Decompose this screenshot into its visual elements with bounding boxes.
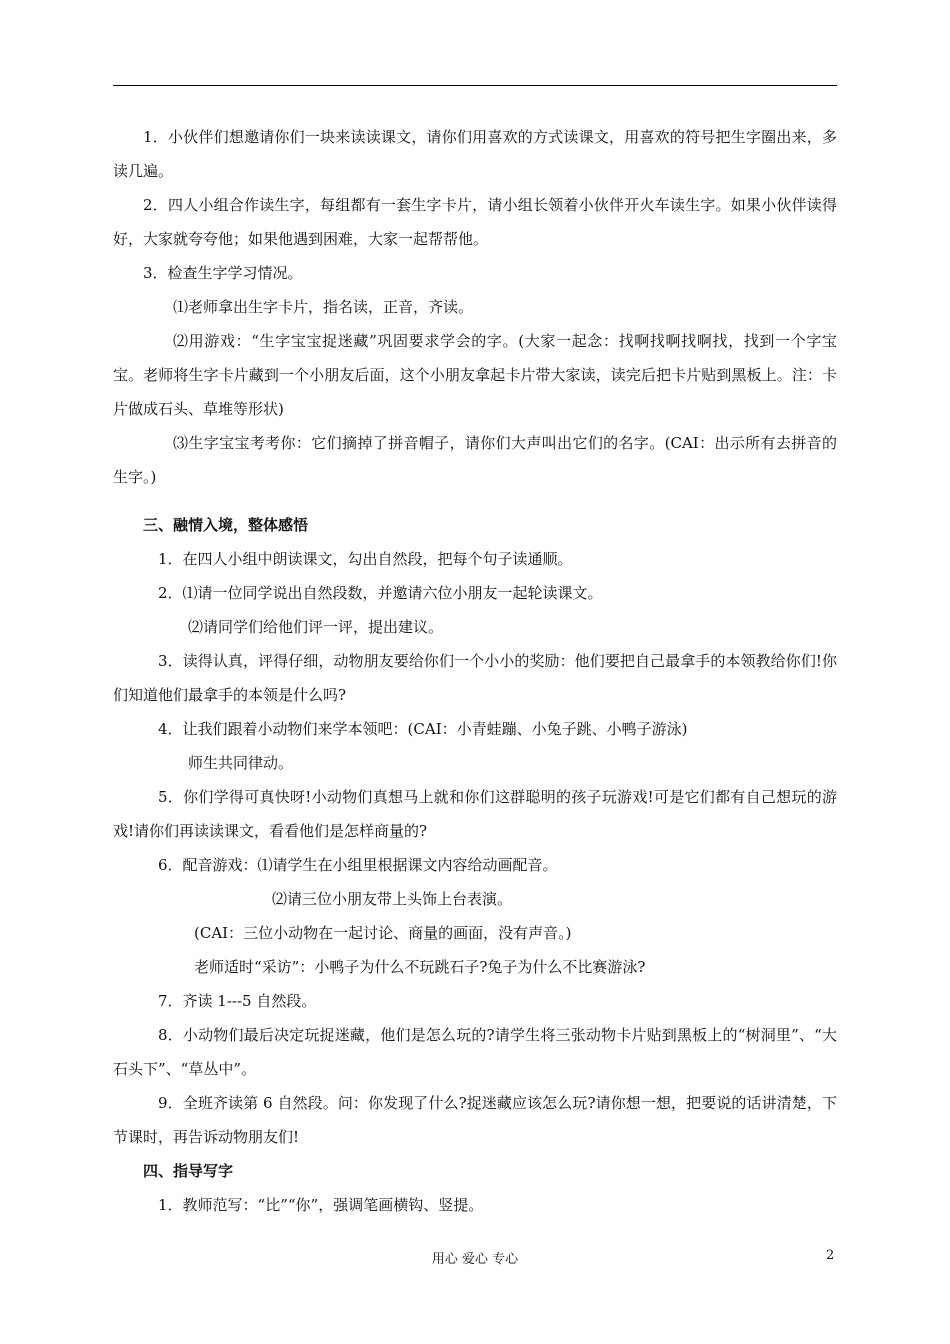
paragraph-s3-6b: ⑵请三位小朋友带上头饰上台表演。 <box>272 890 513 908</box>
paragraph-s3-5: 5．你们学得可真快呀!小动物们真想马上就和你们这群聪明的孩子玩游戏!可是它们都有自己想玩的游戏!请你们再读读课文，看看他们是怎样商量的? <box>113 788 837 840</box>
paragraph-s3-2: 2．⑴请一位同学说出自然段数，并邀请六位小朋友一起轮读课文。 <box>158 584 603 602</box>
paragraph-s3-7: 7．齐读 1---5 自然段。 <box>158 992 317 1010</box>
paragraph-3-2: ⑵用游戏：“生字宝宝捉迷藏”巩固要求学会的字。(大家一起念：找啊找啊找啊找，找到一个字宝宝。老师将生字卡片藏到一个小朋友后面，这个小朋友拿起卡片带大家读，读完后把卡片贴到黑板上。注：卡片做成石头、草堆等形状) <box>113 332 837 418</box>
paragraph-s3-6d: 老师适时“采访”：小鸭子为什么不玩跳石子?兔子为什么不比赛游泳? <box>194 958 646 976</box>
paragraph-1: 1．小伙伴们想邀请你们一块来读读课文，请你们用喜欢的方式读课文，用喜欢的符号把生字圈出来，多读几遍。 <box>113 128 837 180</box>
paragraph-2: 2．四人小组合作读生字，每组都有一套生字卡片，请小组长领着小伙伴开火车读生字。如果小伙伴读得好，大家就夸夸他；如果他遇到困难，大家一起帮帮他。 <box>113 196 837 248</box>
paragraph-s3-8: 8．小动物们最后决定玩捉迷藏，他们是怎么玩的?请学生将三张动物卡片贴到黑板上的“树洞里”、“大石头下”、“草丛中”。 <box>113 1026 837 1078</box>
page-footer: 用心 爱心 专心 <box>431 1252 519 1267</box>
paragraph-3-3: ⑶生字宝宝考考你：它们摘掉了拼音帽子，请你们大声叫出它们的名字。(CAI：出示所有去拼音的生字。) <box>113 434 837 486</box>
paragraph-s4-1: 1．教师范写：“比”“你”，强调笔画横钩、竖提。 <box>158 1196 484 1214</box>
page-number: 2 <box>826 1248 835 1263</box>
paragraph-s3-3: 3．读得认真，评得仔细，动物朋友要给你们一个小小的奖励：他们要把自己最拿手的本领教给你们!你们知道他们最拿手的本领是什么吗? <box>113 652 837 704</box>
paragraph-3: 3．检查生字学习情况。 <box>143 264 303 282</box>
header-rule <box>113 85 837 86</box>
paragraph-s3-1: 1．在四人小组中朗读课文，勾出自然段，把每个句子读通顺。 <box>158 550 573 568</box>
paragraph-s3-6c: (CAI：三位小动物在一起讨论、商量的画面，没有声音。) <box>194 924 572 942</box>
paragraph-s3-9: 9．全班齐读第 6 自然段。问：你发现了什么?捉迷藏应该怎么玩?请你想一想，把要说的话讲清楚，下节课时，再告诉动物朋友们! <box>113 1094 837 1146</box>
section-heading-4: 四、指导写字 <box>143 1162 234 1180</box>
paragraph-s3-2b: ⑵请同学们给他们评一评，提出建议。 <box>188 618 444 636</box>
paragraph-s3-4b: 师生共同律动。 <box>188 754 294 772</box>
section-heading-3: 三、融情入境，整体感悟 <box>143 516 309 534</box>
paragraph-s3-4: 4．让我们跟着小动物们来学本领吧：(CAI：小青蛙蹦、小兔子跳、小鸭子游泳) <box>158 720 688 738</box>
paragraph-3-1: ⑴老师拿出生字卡片，指名读，正音，齐读。 <box>173 298 474 316</box>
paragraph-s3-6: 6．配音游戏：⑴请学生在小组里根据课文内容给动画配音。 <box>158 856 558 874</box>
